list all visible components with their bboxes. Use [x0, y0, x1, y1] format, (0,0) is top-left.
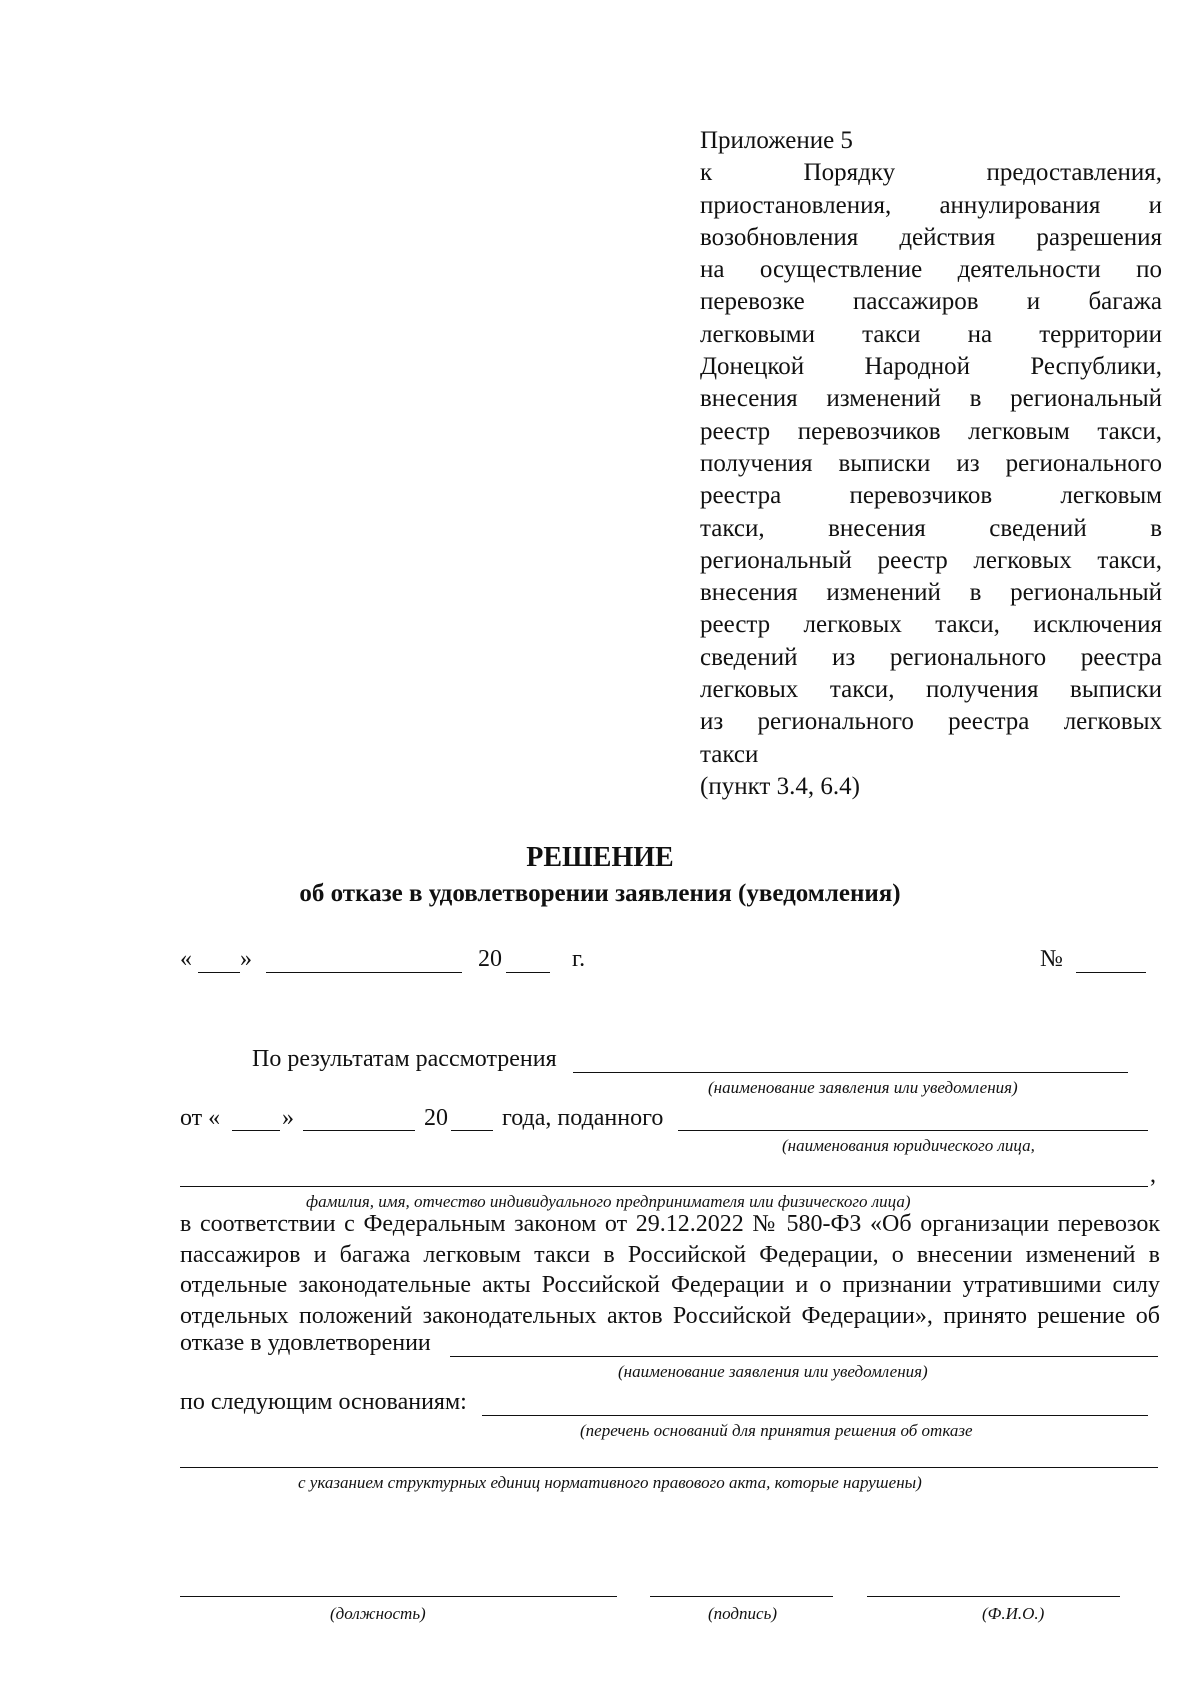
law-line: пассажиров и багажа легковым такси в Российской Федерации, о внесении изменений в [180, 1241, 1160, 1268]
signature-field[interactable] [650, 1596, 833, 1597]
refusal-caption: (наименование заявления или уведомления) [618, 1362, 928, 1381]
annex-line: региональный реестр легковых такси, [700, 546, 1162, 574]
annex-line: возобновления действия разрешения [700, 223, 1162, 251]
legal-entity-caption: (наименования юридического лица, [782, 1136, 1035, 1155]
refusal-label: отказе в удовлетворении [180, 1330, 431, 1356]
number-sign: № [1040, 946, 1063, 972]
law-line: в соответствии с Федеральным законом от 29.12.2022 № 580-ФЗ «Об организации перевозок [180, 1211, 1160, 1237]
annex-line: легковыми такси на территории [700, 320, 1162, 348]
position-field[interactable] [180, 1596, 617, 1597]
grounds-caption: (перечень оснований для принятия решения об отказе [580, 1421, 973, 1440]
person-caption: фамилия, имя, отчество индивидуального предпринимателя или физического лица) [306, 1192, 911, 1211]
annex-line: к Порядку предоставления, [700, 159, 1162, 187]
review-label: По результатам рассмотрения [252, 1046, 557, 1072]
annex-heading: Приложение 5 [700, 127, 853, 154]
annex-clause: (пункт 3.4, 6.4) [700, 772, 860, 800]
annex-line: из регионального реестра легковых [700, 708, 1162, 736]
annex-line: внесения изменений в региональный [700, 385, 1162, 413]
grounds-field-line-2[interactable] [180, 1467, 1158, 1468]
law-line: отдельных положений законодательных актов Российской Федерации», принято решение об [180, 1302, 1160, 1329]
grounds-label: по следующим основаниям: [180, 1389, 467, 1415]
annex-line: получения выписки из регионального [700, 449, 1162, 477]
law-paragraph [180, 1209, 1160, 1331]
from-month-field[interactable] [303, 1130, 415, 1131]
number-field[interactable] [1076, 972, 1146, 973]
annex-line: реестр легковых такси, исключения [700, 611, 1162, 639]
from-year-prefix: 20 [424, 1105, 448, 1131]
annex-line: перевозке пассажиров и багажа [700, 288, 1162, 316]
year-prefix: 20 [478, 946, 502, 972]
review-caption: (наименование заявления или уведомления) [708, 1078, 1018, 1097]
position-caption: (должность) [330, 1604, 426, 1623]
annex-line: приостановления, аннулирования и [700, 191, 1162, 219]
annex-line: на осуществление деятельности по [700, 256, 1162, 284]
full-name-caption: (Ф.И.О.) [982, 1604, 1045, 1623]
annex-line: такси, внесения сведений в [700, 514, 1162, 542]
grounds-caption-2: с указанием структурных единиц нормативного правового акта, которые нарушены) [298, 1473, 922, 1492]
person-name-field[interactable] [180, 1186, 1148, 1187]
legal-entity-field[interactable] [678, 1130, 1148, 1131]
refusal-application-field[interactable] [450, 1356, 1158, 1357]
full-name-field[interactable] [867, 1596, 1120, 1597]
signature-caption: (подпись) [708, 1604, 777, 1623]
document-title: РЕШЕНИЕ [526, 842, 674, 873]
year-field[interactable] [506, 972, 550, 973]
annex-line: реестра перевозчиков легковым [700, 482, 1162, 510]
date-close-quote: » [240, 946, 252, 972]
person-line-comma: , [1150, 1162, 1156, 1188]
grounds-field[interactable] [482, 1415, 1148, 1416]
annex-line: внесения изменений в региональный [700, 579, 1162, 607]
annex-block [700, 125, 1162, 803]
annex-line: реестр перевозчиков легковым такси, [700, 417, 1162, 445]
document-subtitle: об отказе в удовлетворении заявления (уведомления) [299, 880, 901, 907]
annex-line: такси [700, 740, 759, 768]
filed-label: года, поданного [502, 1105, 664, 1131]
annex-line: сведений из регионального реестра [700, 643, 1162, 671]
annex-line: легковых такси, получения выписки [700, 676, 1162, 704]
day-field[interactable] [198, 972, 240, 973]
law-line: отдельные законодательные акты Российской Федерации и о признании утратившими силу [180, 1272, 1160, 1298]
year-suffix: г. [572, 946, 586, 972]
month-field[interactable] [266, 972, 462, 973]
annex-line: Донецкой Народной Республики, [700, 353, 1162, 381]
from-day-field[interactable] [232, 1130, 280, 1131]
from-prefix: от « [180, 1105, 221, 1131]
from-close-quote: » [282, 1105, 294, 1131]
from-year-field[interactable] [451, 1130, 493, 1131]
application-name-field[interactable] [573, 1072, 1128, 1073]
date-open-quote: « [180, 946, 192, 972]
